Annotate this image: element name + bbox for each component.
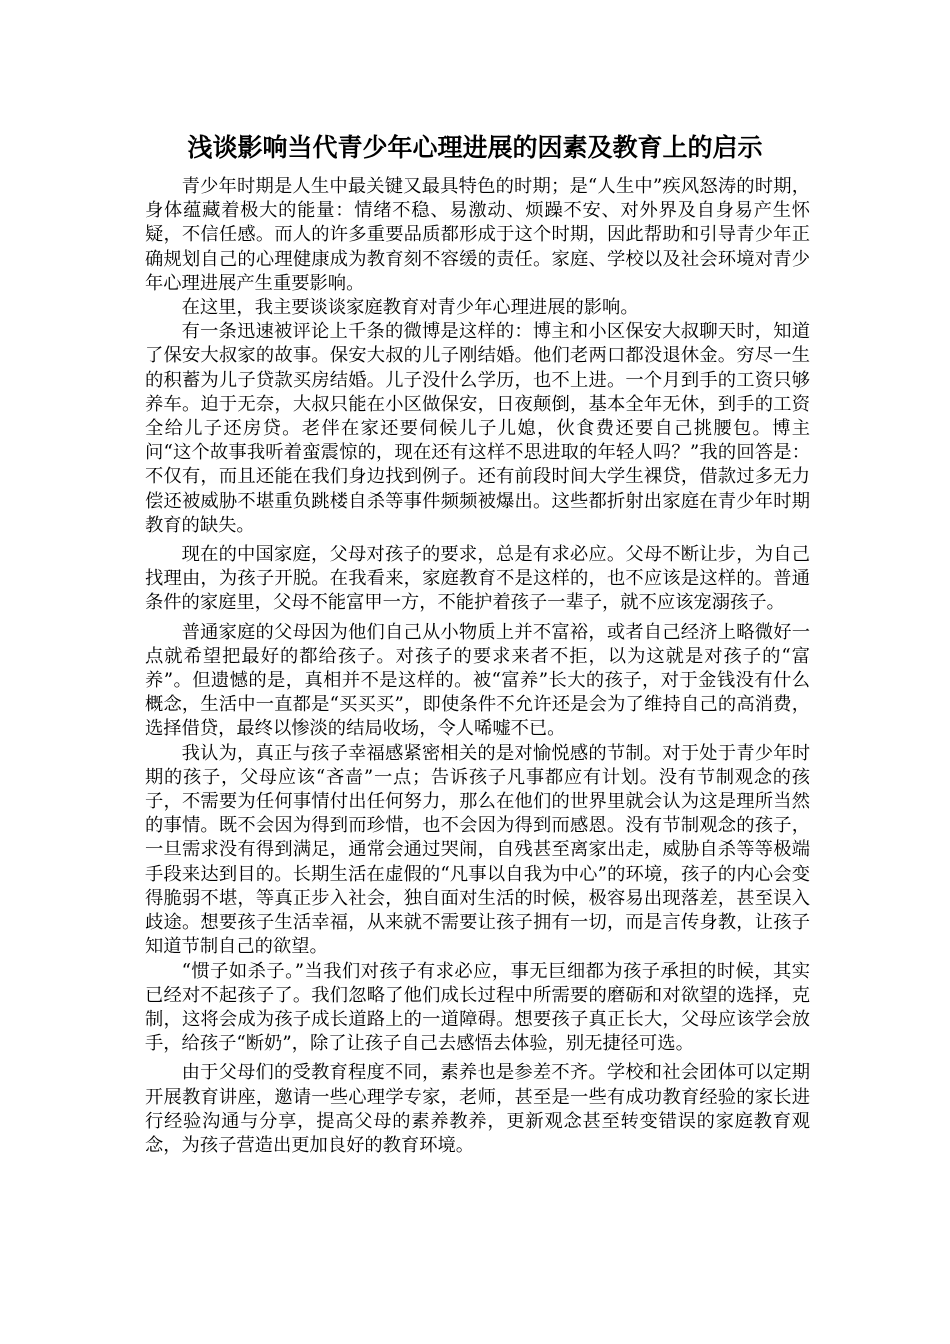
paragraph-4: 现在的中国家庭，父母对孩子的要求，总是有求必应。父母不断让步，为自己找理由，为孩子开脱。在我看来，家庭教育不是这样的，也不应该是这样的。普通条件的家庭里，父母不能富甲一方，不能护着孩子一辈子，就不应该宠溺孩子。 [145,544,810,614]
document-body [145,175,810,1158]
paragraph-6: 我认为，真正与孩子幸福感紧密相关的是对愉悦感的节制。对于处于青少年时期的孩子，父母应该“吝啬”一点；告诉孩子凡事都应有计划。没有节制观念的孩子，不需要为任何事情付出任何努力，那么在他们的世界里就会认为这是理所当然的事情。既不会因为得到而珍惜，也不会因为得到而感恩。没有节制观念的孩子，一旦需求没有得到满足，通常会通过哭闹，自残甚至离家出走，威胁自杀等等极端手段来达到目的。长期生活在虚假的“凡事以自我为中心”的环境，孩子的内心会变得脆弱不堪，等真正步入社会，独自面对生活的时候，极容易出现落差，甚至误入歧途。想要孩子生活幸福，从来就不需要让孩子拥有一切，而是言传身教，让孩子知道节制自己的欲望。 [145,742,810,958]
paragraph-8: 由于父母们的受教育程度不同，素养也是参差不齐。学校和社会团体可以定期开展教育讲座，邀请一些心理学专家，老师，甚至是一些有成功教育经验的家长进行经验沟通与分享，提高父母的素养教养，更新观念甚至转变错误的家庭教育观念，为孩子营造出更加良好的教育环境。 [145,1062,810,1156]
paragraph-1: 青少年时期是人生中最关键又最具特色的时期；是“人生中”疾风怒涛的时期，身体蕴藏着极大的能量：情绪不稳、易激动、烦躁不安、对外界及自身易产生怀疑，不信任感。而人的许多重要品质都形成于这个时期，因此帮助和引导青少年正确规划自己的心理健康成为教育刻不容缓的责任。家庭、学校以及社会环境对青少年心理进展产生重要影响。 [145,176,810,294]
paragraph-2: 在这里，我主要谈谈家庭教育对青少年心理进展的影响。 [181,297,639,319]
paragraph-5: 普通家庭的父母因为他们自己从小物质上并不富裕，或者自己经济上略微好一点就希望把最好的都给孩子。对孩子的要求来者不拒，以为这就是对孩子的“富养”。但遗憾的是，真相并不是这样的。被“富养”长大的孩子，对于金钱没有什么概念，生活中一直都是“买买买”，即使条件不允许还是会为了维持自己的高消费，选择借贷，最终以惨淡的结局收场，令人唏嘘不已。 [145,621,810,740]
paragraph-7: “惯子如杀子。”当我们对孩子有求必应，事无巨细都为孩子承担的时候，其实已经对不起孩子了。我们忽略了他们成长过程中所需要的磨砺和对欲望的选择，克制，这将会成为孩子成长道路上的一道障碍。想要孩子真正长大，父母应该学会放手，给孩子“断奶”，除了让孩子自己去感悟去体验，别无捷径可选。 [145,960,810,1055]
paragraph-3: 有一条迅速被评论上千条的微博是这样的：博主和小区保安大叔聊天时，知道了保安大叔家的故事。保安大叔的儿子刚结婚。他们老两口都没退休金。穷尽一生的积蓄为儿子贷款买房结婚。儿子没什么学历，也不上进。一个月到手的工资只够养车。迫于无奈，大叔只能在小区做保安，日夜颠倒，基本全年无休，到手的工资全给儿子还房贷。老伴在家还要伺候儿子儿媳，伙食费还要自己挑腰包。博主问“这个故事我听着蛮震惊的，现在还有这样不思进取的年轻人吗？”我的回答是：不仅有，而且还能在我们身边找到例子。还有前段时间大学生裸贷，借款过多无力偿还被威胁不堪重负跳楼自杀等事件频频被爆出。这些都折射出家庭在青少年时期教育的缺失。 [145,321,810,536]
document-title: 浅谈影响当代青少年心理进展的因素及教育上的启示 [187,133,763,162]
